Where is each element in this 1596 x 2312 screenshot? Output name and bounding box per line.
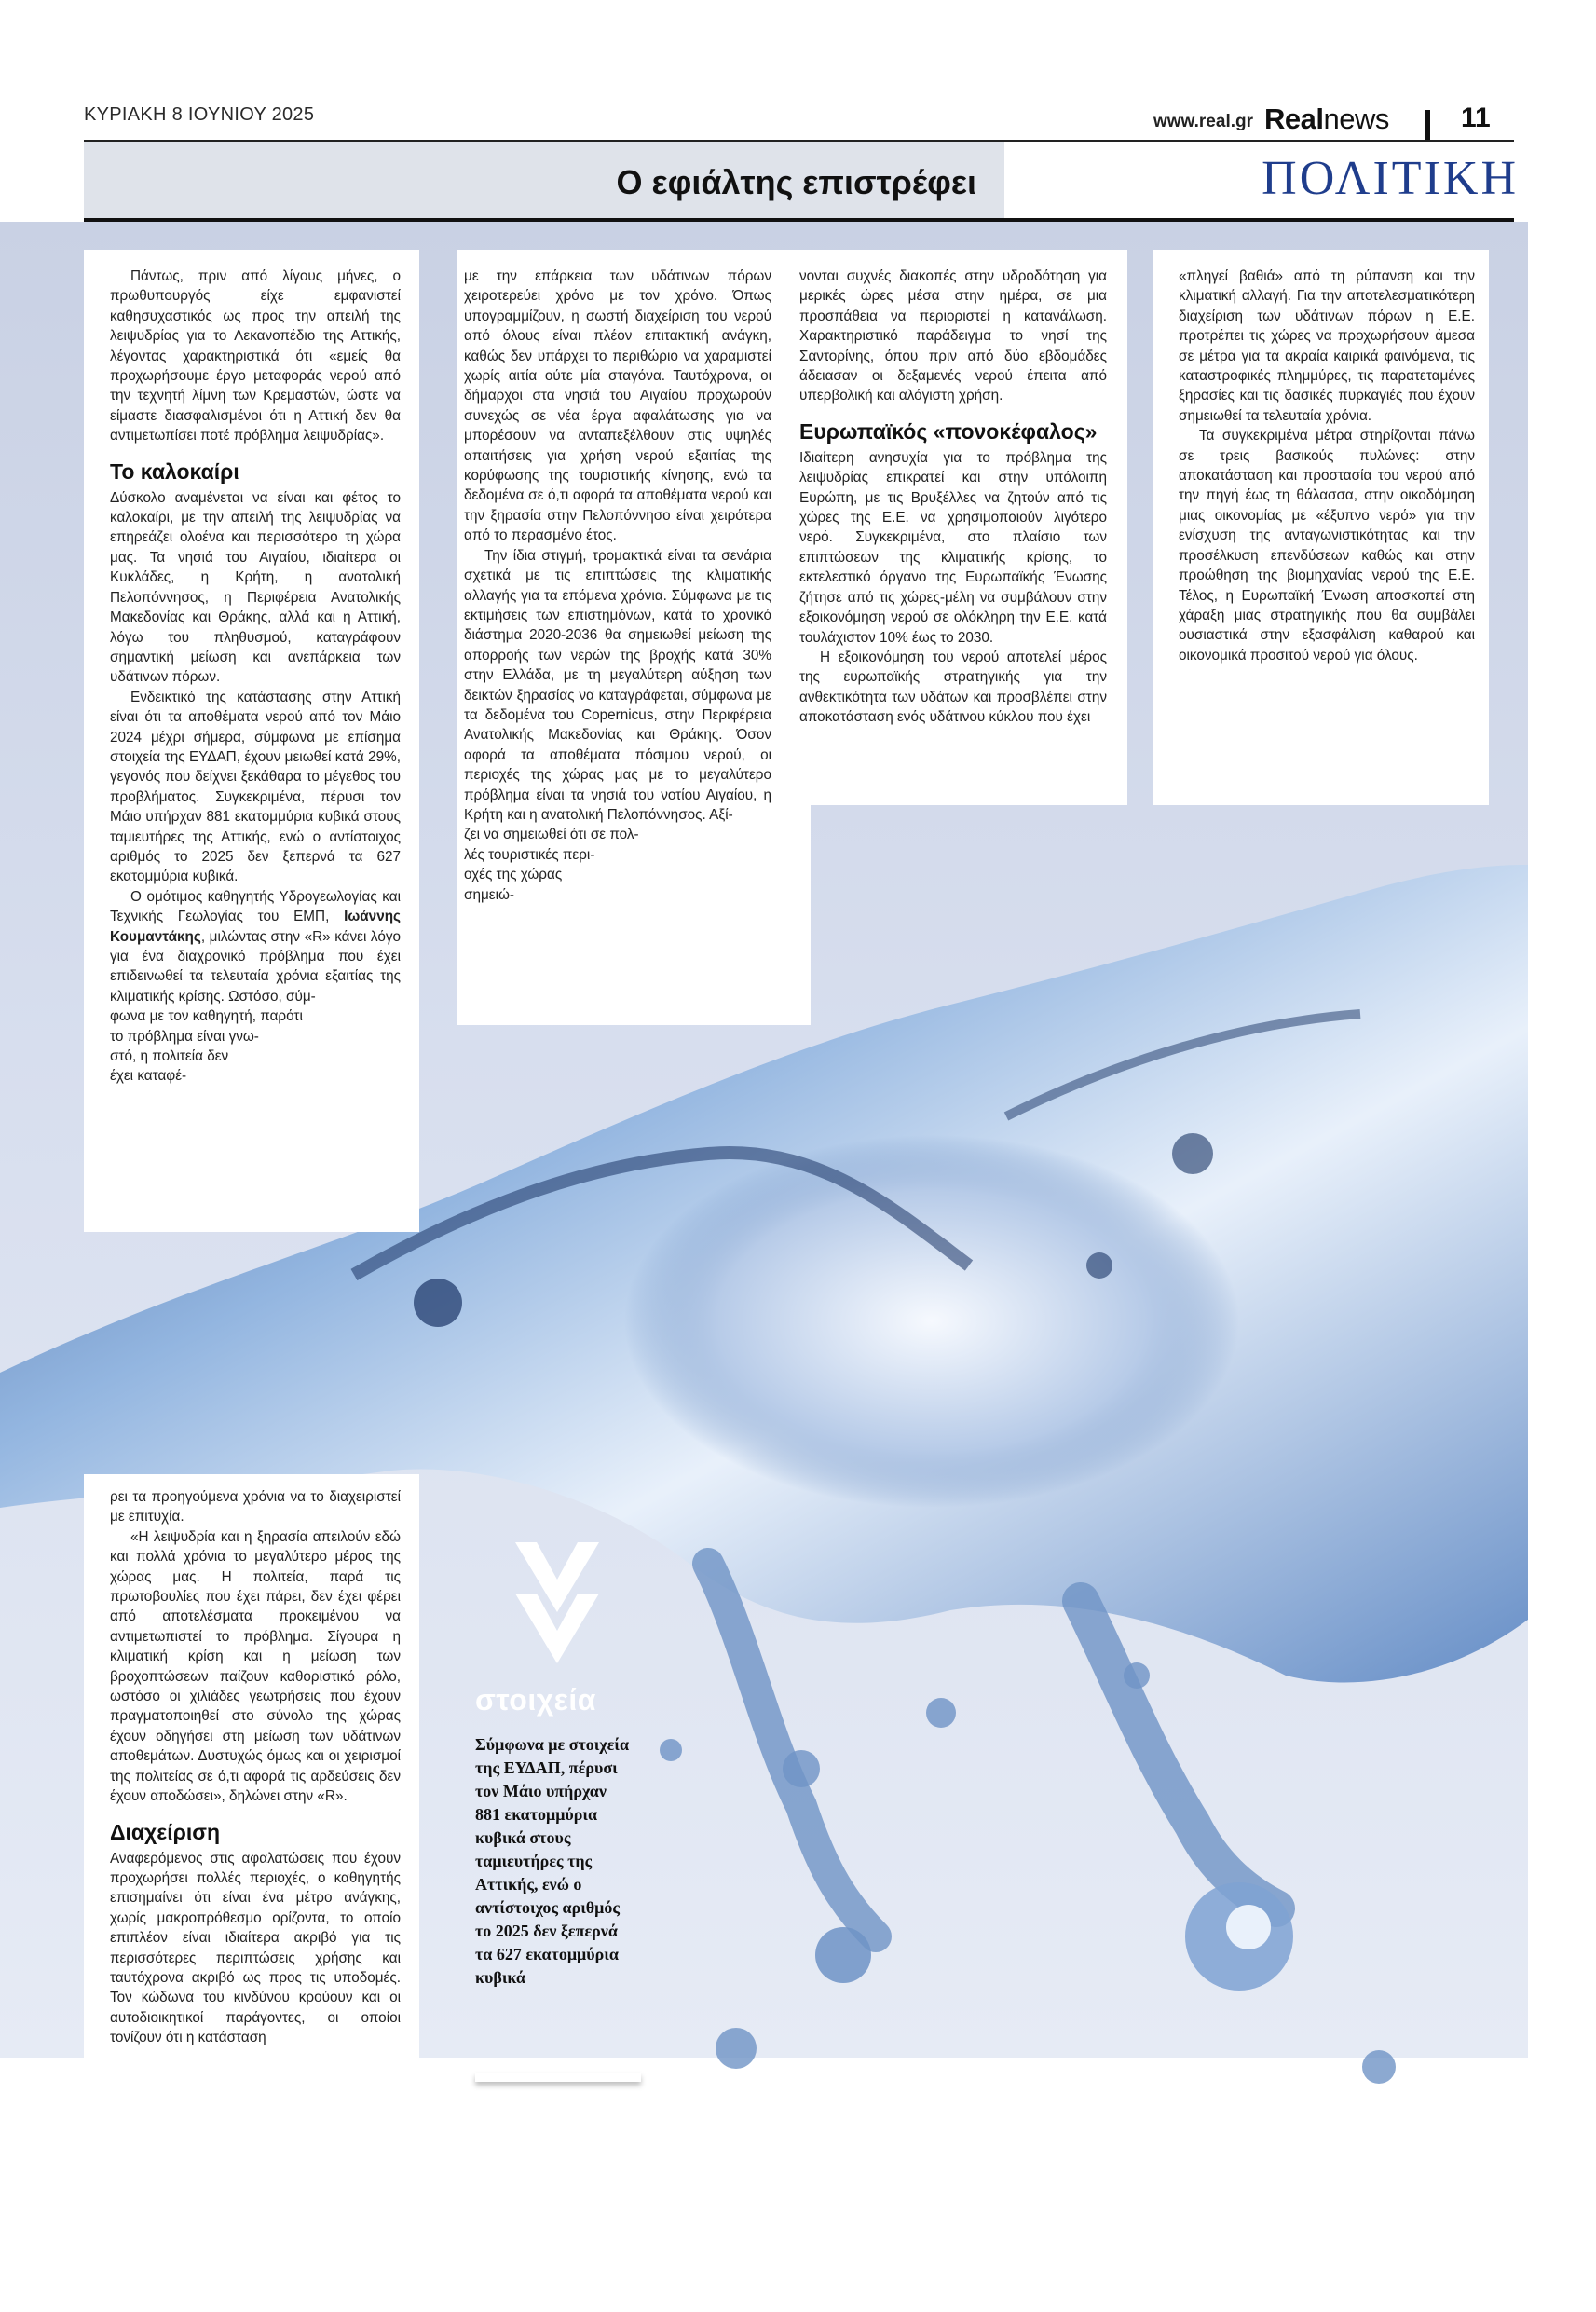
brand-logo-bold: Real xyxy=(1264,103,1324,135)
paragraph: Ενδεικτικό της κατάστασης στην Αττική είναι ότι τα αποθέματα νερού από τον Μάιο 2024 μέχρι σήμερα, σύμφωνα με επίσημα στοιχεία της ΕΥΔΑΠ, έχουν μειωθεί κατά 29%, γεγονός που δείχνει ξεκάθαρα το μέγεθος του προβλήματος. Συγκεκριμένα, πέρυσι τον Μάιο υπήρχαν 881 εκατομμύρια κυβικά στους ταμιευτήρες της Αττικής, ενώ ο αντίστοιχος αριθμός το 2025 δεν ξεπερνά τα 627 εκατομμύρια κυβικά. xyxy=(110,689,401,885)
paragraph: με την επάρκεια των υδάτινων πόρων χειροτερεύει χρόνο με τον χρόνο. Όπως υπογραμμίζουν, η σωστή διαχείριση του νερού από όλους είναι πλέον επιτακτική ανάγκη, καθώς δεν υπάρχει το περιθώριο να χαραμιστεί χωρίς αιτία ούτε μία σταγόνα. Ταυτόχρονα, οι δήμαρχοι στα νησιά του Αιγαίου προχωρούν συνεχώς σε νέα έργα αφαλάτωσης για να μπορέσουν να ανταπεξέλθουν στις υψηλές απαιτήσεις για χρήση νερού εξαιτίας της κορύφωσης της τουριστικής κίνησης, ενώ τα δεδομένα σε ό,τι αφορά τα αποθέματα νερού και την ξηρασία στην Πελοπόννησο είναι χειρότερα από το περασμένο έτος. xyxy=(464,268,771,544)
paragraph: νονται συχνές διακοπές στην υδροδότηση για μερικές ώρες μέσα στην ημέρα, σε μια προσπάθεια να περιοριστεί η κατανάλωση. Χαρακτηριστικό παράδειγμα το νησί της Σαντορίνης, όπου πριν από δύο εβδομάδες άδειασαν οι δεξαμενές νερού έπειτα από υπερβολική και αλόγιστη χρήση. xyxy=(799,268,1107,404)
paragraph: ρει τα προηγούμενα χρόνια να το διαχειριστεί με επιτυχία. xyxy=(110,1489,401,1525)
paragraph: Η εξοικονόμηση του νερού αποτελεί μέρος της ευρωπαϊκής στρατηγικής για την ανθεκτικότητα των υδάτων και προσβλέπει στην αποκατάσταση ενός υδάτινου κύκλου που έχει xyxy=(799,649,1107,726)
paragraph: Δύσκολο αναμένεται να είναι και φέτος το καλοκαίρι, με την απειλή της λειψυδρίας να επηρεάζει ολοένα και περισσότερο τη χώρα μας. Τα νησιά του Αιγαίου, ιδιαίτερα οι Κυκλάδες, η Κρήτη, η ανατολική Πελοπόννησος, η Περιφέρεια Ανατολικής Μακεδονίας και Θράκης, αλλά και η Αττική, λόγω του πληθυσμού, καταγράφουν σημαντική μείωση και ανεπάρκεια των υδάτινων πόρων. xyxy=(110,489,401,686)
paragraph: Τα συγκεκριμένα μέτρα στηρίζονται πάνω σε τρεις βασικούς πυλώνες: στην αποκατάσταση και προστασία του νερού από την πηγή έως τη θάλασσα, στην οικοδόμηση μιας οικονομίας με «έξυπνο νερό» για την ενίσχυση της ανταγωνιστικότητας και την προσέλκυση επενδύσεων καθώς και στην προώθηση της βιομηχανίας νερού της Ε.Ε. Τέλος, η Ευρωπαϊκή Ένωση αποσκοπεί στη χάραξη μιας στρατηγικής που θα συμβάλει ουσιαστικά στην εξασφάλιση καθαρού και οικονομικά προσιτού νερού για όλους. xyxy=(1179,428,1475,664)
text-line: φωνα με τον καθηγητή, παρότι xyxy=(110,1008,303,1025)
paragraph: Την ίδια στιγμή, τρομακτικά είναι τα σενάρια σχετικά με τις επιπτώσεις της κλιματικής αλλαγής για τα επόμενα χρόνια. Σύμφωνα με τις εκτιμήσεις των επιστημόνων, κατά το χρονικό διάστημα 2020-2036 θα σημειωθεί μείωση της απορροής των νερών της βροχής κατά 30% στην Ελλάδα, με τη μεγαλύτερη αύξηση των δεικτών ξηρασίας να καταγράφεται, σύμφωνα με τα δεδομένα του Copernicus, στην Περιφέρεια Ανατολικής Μακεδονίας και Θράκης. Όσον αφορά τα αποθέματα πόσιμου νερού, οι περιοχές της χώρας μας με το μεγαλύτερο πρόβλημα είναι τα νησιά του νοτίου Αιγαίου, η Κρήτη και η ανατολική Πελοπόννησος. Αξί- xyxy=(464,547,771,823)
paragraph: «πληγεί βαθιά» από τη ρύπανση και την κλιματική αλλαγή. Για την αποτελεσματικότερη διαχείριση των υδάτινων πόρων η Ε.Ε. προτρέπει τις χώρες να προχωρήσουν άμεσα σε μέτρα για τα ακραία καιρικά φαινόμενα, τις καταστροφικές πλημμύρες, τις παρατεταμένες ξηρασίες και τις δασικές πυρκαγιές που έχουν σημειωθεί τα τελευταία χρόνια. xyxy=(1179,268,1475,424)
text-line: ζει να σημειωθεί ότι σε πολ- xyxy=(464,827,639,843)
article-column-4 xyxy=(1179,267,1475,665)
brand-logo xyxy=(1264,103,1389,136)
chevron-down-icon xyxy=(511,1538,604,1668)
brand-divider xyxy=(1425,110,1430,140)
article-column-1-continued xyxy=(110,1487,401,2048)
person-name: Ιωάννης Κουμαντάκης xyxy=(110,909,401,945)
paragraph: Πάντως, πριν από λίγους μήνες, ο πρωθυπουργός είχε εμφανιστεί καθησυχαστικός ως προς την απειλή της λειψυδρίας για το Λεκανοπέδιο της Αττικής, λέγοντας χαρακτηριστικά ότι «εμείς θα προχωρήσουμε έργο μεταφοράς νερού από την τεχνητή λίμνη των Κρεμαστών, ώστε να είμαστε διασφαλισμένοι ότι η Αττική δεν θα αντιμετωπίσει ποτέ πρόβλημα λειψυδρίας». xyxy=(110,268,401,445)
subheading: Διαχείριση xyxy=(110,1819,221,1844)
subheading: Ευρωπαϊκός «πονοκέφαλος» xyxy=(799,418,1098,444)
paragraph-text: Ο ομότιμος καθηγητής Υδρογεωλογίας και Τεχνικής Γεωλογίας του ΕΜΠ, xyxy=(110,888,401,925)
page-number: 11 xyxy=(1461,103,1491,133)
brand-logo-light: news xyxy=(1323,103,1389,135)
data-box-underline xyxy=(475,2073,641,2082)
text-line: έχει καταφέ- xyxy=(110,1068,187,1085)
paragraph-text: , μιλώντας στην «R» κάνει λόγο για ένα διαχρονικό πρόβλημα που έχει επιδεινωθεί τα τελευταία χρόνια εξαιτίας της κλιματικής κρίσης. Ωστόσο, σύμ- xyxy=(110,928,401,1005)
article-title: Ο εφιάλτης επιστρέφει xyxy=(616,163,976,201)
paragraph: «Η λειψυδρία και η ξηρασία απειλούν εδώ και πολλά χρόνια το μεγαλύτερο μέρος της χώρας μας. Η πολιτεία, παρά τις πρωτοβουλίες που έχει πάρει, δεν έχει φέρει από αποτελέσματα προκειμένου να αντιμετωπιστεί το πρόβλημα. Σίγουρα η κλιματική κρίση και η μείωση των βροχοπτώσεων παίζουν καθοριστικό ρόλο, ωστόσο οι χιλιάδες γεωτρήσεις που έχουν πραγματοποιηθεί στο σύνολο της χώρας έχουν οδηγήσει στη μείωση των υδάτινων αποθεμάτων. Δυστυχώς όμως και οι χειρισμοί της πολιτείας σε ό,τι αφορά τις αρδεύσεις δεν έχουν αποδώσει», δηλώνει στην «R». xyxy=(110,1528,401,1805)
text-line: στό, η πολιτεία δεν xyxy=(110,1048,229,1065)
text-line: το πρόβλημα είναι γνω- xyxy=(110,1028,259,1045)
section-label: ΠΟΛΙΤΙΚΗ xyxy=(1262,152,1519,205)
text-line: λές τουριστικές περι- xyxy=(464,846,595,863)
article-column-3 xyxy=(799,267,1107,728)
site-url: www.real.gr xyxy=(1153,112,1253,131)
issue-date: ΚΥΡΙΑΚΗ 8 ΙΟΥΝΙΟΥ 2025 xyxy=(84,104,315,125)
paragraph: Ιδιαίτερη ανησυχία για το πρόβλημα της λειψυδρίας επικρατεί και στην υπόλοιπη Ευρώπη, με τις Βρυξέλλες να ζητούν από τις χώρες της Ε.Ε. να χρησιμοποιούν λιγότερο νερό. Συγκεκριμένα, στο πλαίσιο των επιπτώσεων της κλιματικής κρίσης, το εκτελεστικό όργανο της Ευρωπαϊκής Ένωσης ζήτησε από τις χώρες-μέλη να συμβάλουν στην εξοικονόμηση νερού σε ολόκληρη την Ε.Ε. κατά τουλάχιστον 10% έως το 2030. xyxy=(799,449,1107,646)
paragraph: Αναφερόμενος στις αφαλατώσεις που έχουν προχωρήσει πολλές περιοχές, ο καθηγητής επισημαίνει ότι είναι ένα μέτρο ανάγκης, χωρίς μακροπρόθεσμο ορίζοντα, το οποίο επιπλέον είναι ιδιαίτερα ακριβό για τις περισσότερες περιπτώσεις χρήσης και ταυτόχρονα ακριβό ως προς τις υποδομές. Τον κώδωνα του κινδύνου κρούουν και οι αυτοδιοικητικοί παράγοντες, οι οποίοι τονίζουν ότι η κατάσταση xyxy=(110,1850,401,2046)
paragraph xyxy=(110,887,401,1006)
text-line: οχές της χώρας xyxy=(464,867,563,883)
data-box-heading: στοιχεία xyxy=(475,1683,596,1717)
subheading: Το καλοκαίρι xyxy=(110,458,239,484)
article-column-1 xyxy=(110,267,401,1087)
article-column-2 xyxy=(464,267,771,905)
text-line: σημειώ- xyxy=(464,886,515,903)
data-box-text: Σύμφωνα με στοιχεία της ΕΥΔΑΠ, πέρυσι τον Μάιο υπήρχαν 881 εκατομμύρια κυβικά στους ταμιευτήρες της Αττικής, ενώ ο αντίστοιχος αριθμός το 2025 δεν ξεπερνά τα 627 εκατομμύρια κυβικά xyxy=(475,1735,629,1987)
